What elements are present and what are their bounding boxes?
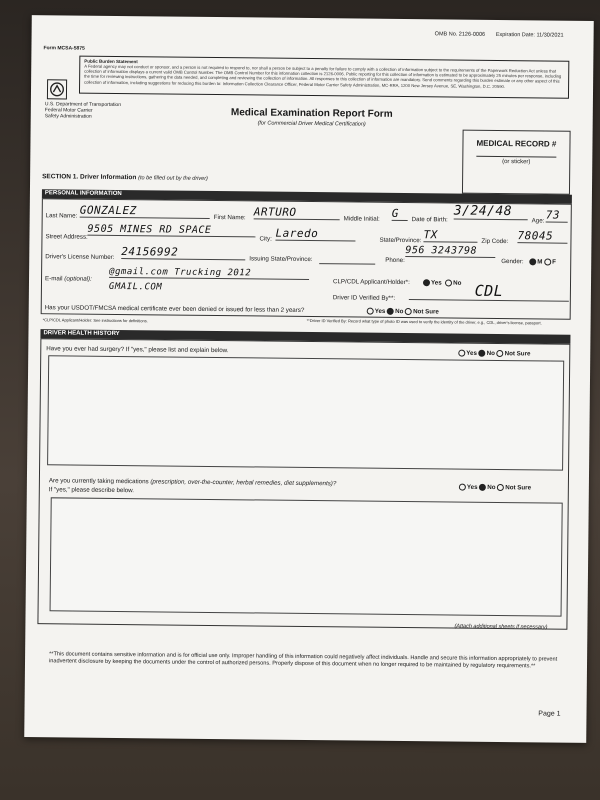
- phone-field[interactable]: 956 3243798: [405, 245, 495, 258]
- surgery-options: [458, 350, 530, 358]
- surgery-no-radio[interactable]: [479, 350, 486, 357]
- email-label-text: E-mail: [44, 275, 63, 283]
- form-page: [24, 15, 594, 743]
- age-field[interactable]: 73: [546, 208, 568, 222]
- section1-heading: SECTION 1. Driver Information: [42, 173, 137, 182]
- license-field[interactable]: 24156992: [121, 245, 245, 260]
- omb-info: [435, 31, 564, 38]
- expiration-date: Expiration Date: 11/30/2021: [495, 31, 564, 39]
- clp-label: CLP/CDL Applicant/Holder*:: [332, 278, 410, 287]
- page-number: Page 1: [538, 710, 561, 718]
- omb-number: OMB No. 2126-0006: [434, 31, 486, 38]
- medications-yes-label: Yes: [466, 483, 478, 491]
- form-number: Form MCSA-5875: [43, 45, 85, 52]
- surgery-yes-label: Yes: [466, 349, 477, 357]
- email-field-line1[interactable]: @gmail.com Trucking 2012: [109, 267, 309, 280]
- email-field-line2: GMAIL.COM: [108, 281, 163, 293]
- first-name-label: First Name:: [213, 213, 246, 222]
- medical-record-label: MEDICAL RECORD #: [476, 138, 557, 149]
- first-name-field[interactable]: ARTURO: [254, 205, 340, 220]
- medications-question-italic: (prescription, over-the-counter, herbal remedies, diet supplements)?: [150, 478, 337, 488]
- phone-label: Phone:: [385, 256, 405, 264]
- agency-line3: Safety Administration: [44, 113, 92, 120]
- city-field[interactable]: Laredo: [275, 227, 355, 242]
- state-field[interactable]: TX: [423, 228, 477, 243]
- denied-options: [367, 308, 439, 316]
- zip-label: Zip Code:: [481, 237, 509, 246]
- license-label: Driver's License Number:: [45, 253, 115, 261]
- middle-initial-label: Middle Initial:: [343, 215, 380, 223]
- burden-statement: [79, 56, 569, 99]
- section1-note: (to be filled out by the driver): [138, 175, 208, 182]
- email-optional: (optional):: [64, 275, 92, 283]
- medications-describe: If "yes," please describe below.: [48, 486, 135, 495]
- personal-info-bar: PERSONAL INFORMATION: [42, 189, 572, 204]
- issuing-state-label: Issuing State/Province:: [249, 255, 313, 264]
- denied-question: Has your USDOT/FMCSA medical certificate ever been denied or issued for less than 2 years?: [44, 304, 305, 314]
- denied-no-radio[interactable]: [387, 308, 394, 315]
- gender-m-label: M: [537, 258, 543, 266]
- age-label: Age:: [531, 217, 545, 225]
- middle-initial-field[interactable]: G: [392, 207, 408, 221]
- burden-text: A Federal agency may not conduct or sponsor, and a person is not required to respond to, nor shall a person be subject to a penalty for failure to comply with a collection of information subject to the requirements of the Paperwork Reduction Act unless that collection of information displays a current valid OMB Control Number. The OMB Control Number for this information collection is 2126-0006. Public reporting for this collection of information is estimated to be approximately 25 minutes per response, including the time for reviewing instructions, gathering the data needed, and completing and reviewing the collection of information. All responses to this collection of information are mandatory. Send comments regarding this burden estimate or any other aspect of this collection of information, including suggestions for reducing this burden to: Information Collection Clearance Officer, Federal Motor Carrier Safety Administration, MC-RRA, 1200 New Jersey Avenue, SE, Washington, D.C. 20590.: [84, 63, 562, 89]
- clp-yes-label: Yes: [430, 279, 442, 287]
- medications-no-label: No: [487, 484, 496, 492]
- medical-record-line[interactable]: [476, 156, 556, 158]
- street-label: Street Address:: [45, 233, 88, 241]
- city-label: City:: [259, 235, 272, 243]
- dob-field[interactable]: 3/24/48: [454, 204, 528, 221]
- medications-options: [459, 484, 531, 492]
- section1-title: [42, 173, 208, 182]
- surgery-answer-box[interactable]: [47, 355, 564, 470]
- agency-line2: Federal Motor Carrier: [44, 107, 93, 114]
- verified-field[interactable]: CDL: [409, 281, 569, 302]
- denied-notsure-label: Not Sure: [413, 308, 439, 316]
- gender-label: Gender:: [501, 258, 524, 266]
- medications-yes-radio[interactable]: [459, 484, 466, 491]
- agency-line1: U.S. Department of Transportation: [44, 101, 122, 109]
- zip-field[interactable]: 78045: [517, 229, 567, 244]
- surgery-notsure-radio[interactable]: [497, 350, 504, 357]
- medical-record-sticker: (or sticker): [502, 159, 531, 166]
- gender-m-radio[interactable]: [529, 258, 536, 265]
- clp-no-label: No: [453, 279, 462, 287]
- email-label: [45, 275, 92, 282]
- denied-notsure-radio[interactable]: [405, 308, 412, 315]
- medical-record-box: [462, 130, 571, 195]
- medications-question-text: Are you currently taking medications: [48, 477, 149, 486]
- sensitive-notice: **This document contains sensitive information and is for official use only. Improper handling of this information could negatively affect individuals. Handle and secure this information appropriately to prevent inadvertent disclosure by keeping the documents under the control of authorized persons. Properly dispose of this document when no longer required to be maintained by regulatory requirements.**: [48, 651, 558, 670]
- form-title: Medical Examination Report Form: [230, 107, 393, 120]
- last-name-label: Last Name:: [45, 212, 78, 220]
- dot-logo-icon: [47, 79, 67, 99]
- surgery-question: Have you ever had surgery? If "yes," please list and explain below.: [46, 345, 229, 355]
- footnote-verified: **Driver ID Verified By: Record what type of photo ID was used to verify the identity of the driver, e.g., CDL, driver's license, passport.: [306, 317, 542, 326]
- gender-f-label: F: [552, 258, 556, 266]
- surgery-yes-radio[interactable]: [458, 350, 465, 357]
- gender-f-radio[interactable]: [544, 258, 551, 265]
- form-subtitle: (for Commercial Driver Medical Certification): [257, 120, 366, 128]
- verified-label: Driver ID Verified By**:: [332, 294, 396, 302]
- last-name-field[interactable]: GONZALEZ: [80, 204, 210, 219]
- state-label: State/Province:: [379, 236, 422, 245]
- medications-no-radio[interactable]: [479, 484, 486, 491]
- denied-yes-radio[interactable]: [367, 308, 374, 315]
- medications-notsure-label: Not Sure: [505, 484, 532, 492]
- health-history-bar: DRIVER HEALTH HISTORY: [40, 329, 570, 344]
- denied-yes-label: Yes: [374, 307, 386, 315]
- gender-options: [529, 258, 556, 265]
- attach-note: (Attach additional sheets if necessary): [454, 623, 548, 631]
- street-field[interactable]: 9505 MINES RD SPACE: [87, 224, 255, 238]
- surgery-no-label: No: [486, 350, 495, 358]
- surgery-notsure-label: Not Sure: [504, 350, 531, 358]
- footnote-clp: *CLP/CDL Applicant/Holder: See instructions for definitions.: [42, 317, 148, 324]
- dob-label: Date of Birth:: [411, 216, 448, 224]
- medications-notsure-radio[interactable]: [497, 484, 504, 491]
- burden-title: Public Burden Statement: [84, 58, 138, 65]
- medications-answer-box[interactable]: [50, 497, 563, 616]
- denied-no-label: No: [395, 308, 404, 316]
